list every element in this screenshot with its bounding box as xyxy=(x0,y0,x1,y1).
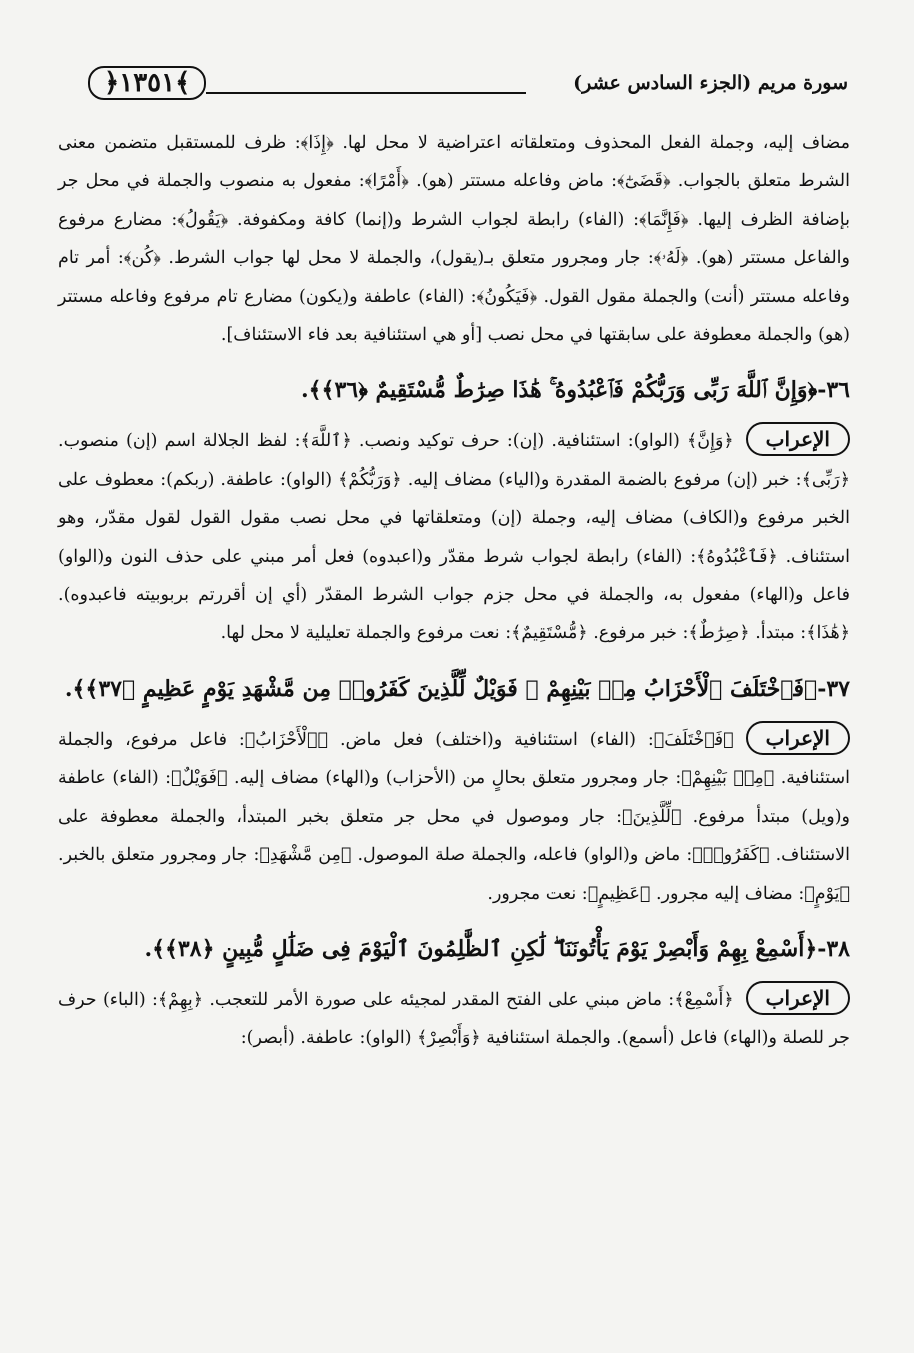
verse-38 xyxy=(58,927,850,971)
irab-label: الإعراب xyxy=(746,721,850,755)
irab-section-36 xyxy=(58,422,850,652)
irab-section-38 xyxy=(58,981,850,1058)
page-number: ﴿١٣٥١﴾ xyxy=(88,66,206,100)
verse-36 xyxy=(58,368,850,412)
verse-text: ﴿أَسْمِعْ بِهِمْ وَأَبْصِرْ يَوْمَ يَأْتُونَنَا ۖ لَٰكِنِ ٱلظَّٰلِمُونَ ٱلْيَوْمَ فِى ضَلَٰلٍ مُّبِينٍ ﴿٣٨﴾﴾. xyxy=(144,935,818,962)
irab-label: الإعراب xyxy=(746,981,850,1015)
page-content xyxy=(58,124,850,1058)
irab-section-37 xyxy=(58,721,850,913)
irab-text: ﴿فَٱخْتَلَفَ﴾: (الفاء) استئنافية و(اختلف) فعل ماض. ﴿ٱلْأَحْزَابُ﴾: فاعل مرفوع، والجملة استئنافية. ﴿مِنۢ بَيْنِهِمْ﴾: جار ومجرور متعلق بحالٍ من (الأحزاب) و(الهاء) مضاف إليه. ﴿فَوَيْلٌ﴾: (الفاء) عاطفة و(ويل) مبتدأ مرفوع. ﴿لِّلَّذِينَ﴾: جار وموصول في محل جر متعلق بخبر المبتدأ، والجملة معطوفة على الاستئناف. ﴿كَفَرُوا۟﴾: ماض و(الواو) فاعله، والجملة صلة الموصول. ﴿مِن مَّشْهَدِ﴾: جار ومجرور متعلق بالخبر. ﴿يَوْمٍ﴾: مضاف إليه مجرور. ﴿عَظِيمٍ﴾: نعت مجرور. xyxy=(58,729,850,904)
irab-text: ﴿أَسْمِعْ﴾: ماض مبني على الفتح المقدر لمجيئه على صورة الأمر للتعجب. ﴿بِهِمْ﴾: (الباء) حرف جر للصلة و(الهاء) فاعل (أسمع). والجملة استئنافية ﴿وَأَبْصِرْ﴾ (الواو): عاطفة. (أبصر): xyxy=(58,989,850,1049)
intro-paragraph: مضاف إليه، وجملة الفعل المحذوف ومتعلقاته اعتراضية لا محل لها. ﴿إِذَا﴾: ظرف للمستقبل متضمن معنى الشرط متعلق بالجواب. ﴿قَضَىٰٓ﴾: ماض وفاعله مستتر (هو). ﴿أَمْرًا﴾: مفعول به منصوب والجملة في محل جر بإضافة الظرف إليها. ﴿فَإِنَّمَا﴾: (الفاء) رابطة لجواب الشرط و(إنما) كافة ومكفوفة. ﴿يَقُولُ﴾: مضارع مرفوع والفاعل مستتر (هو). ﴿لَهُۥ﴾: جار ومجرور متعلق بـ(يقول)، والجملة لا محل لها جواب الشرط. ﴿كُن﴾: أمر تام وفاعله مستتر (أنت) والجملة مقول القول. ﴿فَيَكُونُ﴾: (الفاء) عاطفة و(يكون) مضارع تام مرفوع وفاعله مستتر (هو) والجملة معطوفة على سابقتها في محل نصب [أو هي استئنافية بعد فاء الاستئناف]. xyxy=(58,133,850,346)
running-title: سورة مريم (الجزء السادس عشر) xyxy=(573,72,848,94)
irab-label: الإعراب xyxy=(746,422,850,456)
verse-37 xyxy=(58,667,850,711)
verse-number: ٣٦- xyxy=(817,377,850,404)
verse-text: ﴿وَإِنَّ ٱللَّهَ رَبِّى وَرَبُّكُمْ فَٱعْبُدُوهُ ۚ هَٰذَا صِرَٰطٌ مُّسْتَقِيمٌ ﴿٣٦﴾﴾. xyxy=(300,377,818,404)
verse-text: ﴿فَٱخْتَلَفَ ٱلْأَحْزَابُ مِنۢ بَيْنِهِمْ ۖ فَوَيْلٌ لِّلَّذِينَ كَفَرُوا۟ مِن مَّشْهَدِ يَوْمٍ عَظِيمٍ ﴿٣٧﴾﴾. xyxy=(64,675,818,702)
verse-number: ٣٧- xyxy=(817,675,850,702)
header-rule xyxy=(206,92,526,94)
page-header xyxy=(88,62,848,112)
irab-text: ﴿وَإِنَّ﴾ (الواو): استئنافية. (إن): حرف توكيد ونصب. ﴿ٱللَّهَ﴾: لفظ الجلالة اسم (إن) منصوب. ﴿رَبِّى﴾: خبر (إن) مرفوع بالضمة المقدرة و(الياء) مضاف إليه. ﴿وَرَبُّكُمْ﴾ (الواو): عاطفة. (ربكم): معطوف على الخبر مرفوع و(الكاف) مضاف إليه، وجملة (إن) ومتعلقاتها في محل نصب مقول القول لقول مقدّر، وهو استئناف. ﴿فَٱعْبُدُوهُ﴾: (الفاء) رابطة لجواب شرط مقدّر و(اعبدوه) فعل أمر مبني على حذف النون و(الواو) فاعل و(الهاء) مفعول به، والجملة في محل جزم جواب الشرط المقدّر (أي إن أقررتم بربوبيته فاعبدوه). ﴿هَٰذَا﴾: مبتدأ. ﴿صِرَٰطٌ﴾: خبر مرفوع. ﴿مُّسْتَقِيمٌ﴾: نعت مرفوع والجملة تعليلية لا محل لها. xyxy=(58,431,850,644)
verse-number: ٣٨- xyxy=(817,935,850,962)
